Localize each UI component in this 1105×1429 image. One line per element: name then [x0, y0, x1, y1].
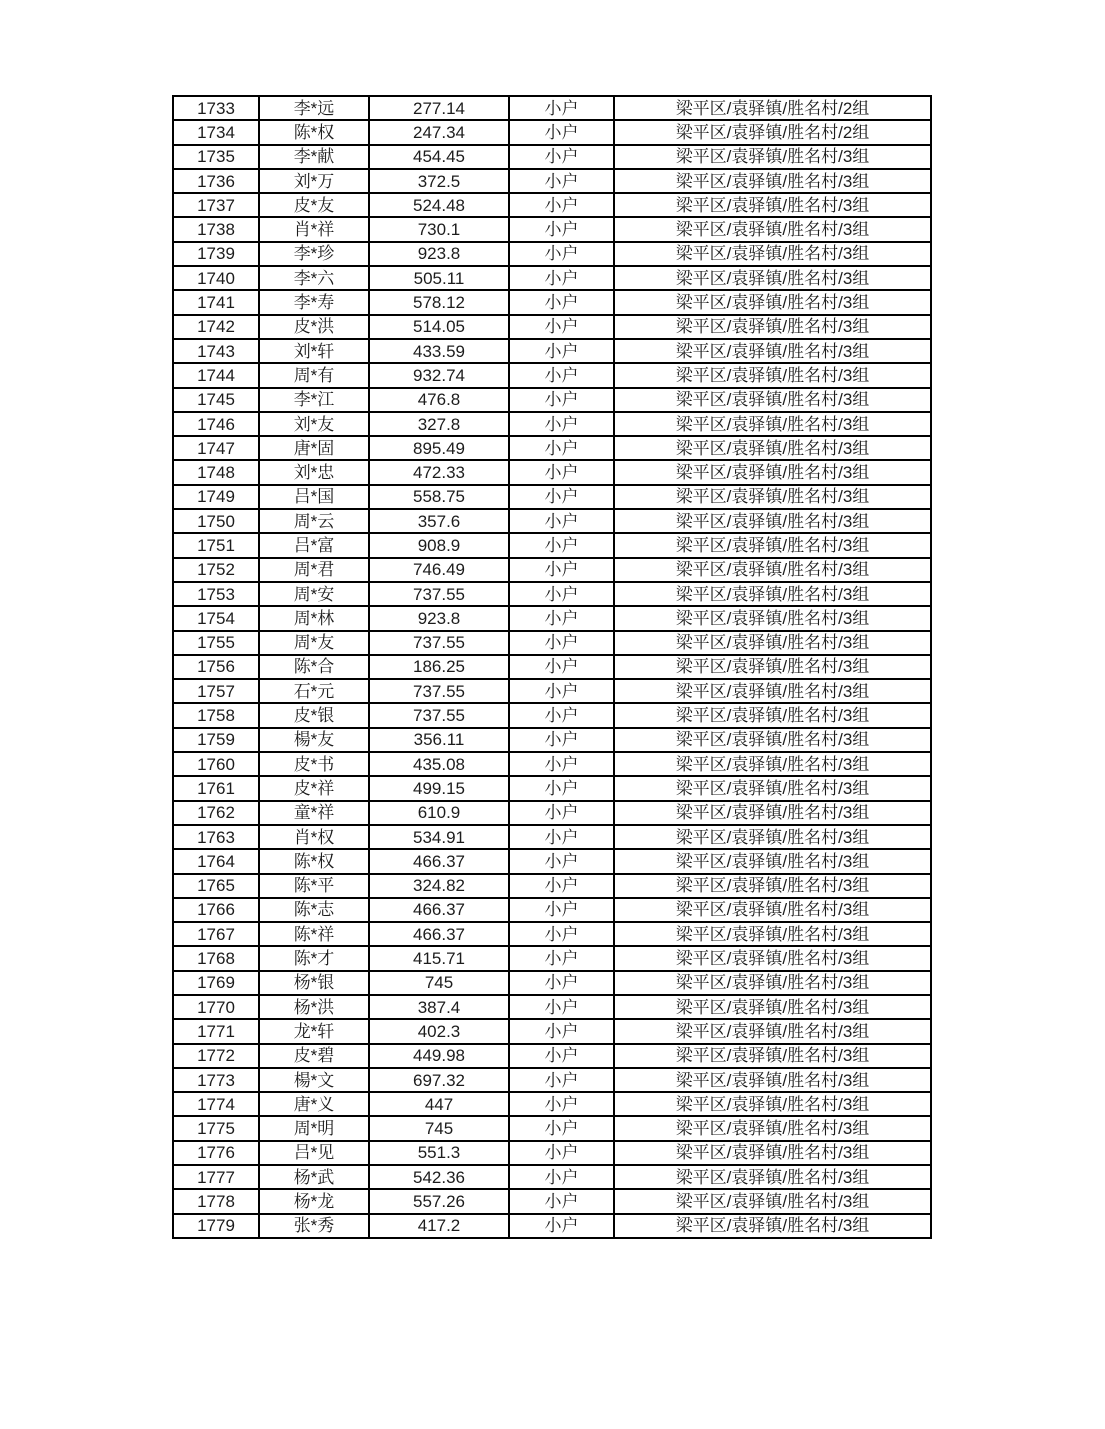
cell-value: 557.26	[369, 1189, 509, 1213]
cell-name: 龙*轩	[259, 1019, 369, 1043]
cell-value: 476.8	[369, 388, 509, 412]
table-row	[173, 1116, 931, 1140]
cell-name: 皮*洪	[259, 315, 369, 339]
cell-id: 1741	[173, 290, 259, 314]
cell-location: 梁平区/袁驿镇/胜名村/3组	[614, 679, 931, 703]
cell-location: 梁平区/袁驿镇/胜名村/3组	[614, 266, 931, 290]
cell-type: 小户	[509, 339, 614, 363]
cell-location: 梁平区/袁驿镇/胜名村/3组	[614, 606, 931, 630]
cell-type: 小户	[509, 874, 614, 898]
table-row	[173, 169, 931, 193]
table-row	[173, 582, 931, 606]
cell-type: 小户	[509, 96, 614, 120]
cell-location: 梁平区/袁驿镇/胜名村/3组	[614, 703, 931, 727]
cell-id: 1772	[173, 1044, 259, 1068]
cell-name: 陈*平	[259, 874, 369, 898]
table-row	[173, 1189, 931, 1213]
cell-type: 小户	[509, 971, 614, 995]
cell-id: 1736	[173, 169, 259, 193]
cell-value: 542.36	[369, 1165, 509, 1189]
cell-name: 石*元	[259, 679, 369, 703]
cell-id: 1751	[173, 533, 259, 557]
cell-type: 小户	[509, 1141, 614, 1165]
table-row	[173, 728, 931, 752]
cell-id: 1778	[173, 1189, 259, 1213]
cell-name: 刘*友	[259, 412, 369, 436]
cell-name: 李*六	[259, 266, 369, 290]
cell-name: 肖*祥	[259, 217, 369, 241]
cell-id: 1738	[173, 217, 259, 241]
cell-name: 皮*祥	[259, 776, 369, 800]
table-row	[173, 509, 931, 533]
cell-name: 楊*文	[259, 1068, 369, 1092]
cell-name: 陈*合	[259, 655, 369, 679]
table-row	[173, 898, 931, 922]
cell-value: 402.3	[369, 1019, 509, 1043]
cell-type: 小户	[509, 1214, 614, 1238]
cell-id: 1748	[173, 460, 259, 484]
cell-id: 1771	[173, 1019, 259, 1043]
cell-name: 皮*书	[259, 752, 369, 776]
table-row	[173, 1092, 931, 1116]
table-row	[173, 217, 931, 241]
cell-id: 1765	[173, 874, 259, 898]
cell-value: 895.49	[369, 436, 509, 460]
cell-id: 1735	[173, 145, 259, 169]
cell-type: 小户	[509, 169, 614, 193]
cell-id: 1740	[173, 266, 259, 290]
cell-name: 陈*志	[259, 898, 369, 922]
cell-value: 324.82	[369, 874, 509, 898]
table-row	[173, 558, 931, 582]
cell-id: 1775	[173, 1116, 259, 1140]
table-row	[173, 290, 931, 314]
cell-type: 小户	[509, 703, 614, 727]
cell-name: 周*林	[259, 606, 369, 630]
cell-value: 472.33	[369, 460, 509, 484]
cell-name: 李*珍	[259, 242, 369, 266]
cell-location: 梁平区/袁驿镇/胜名村/3组	[614, 412, 931, 436]
cell-type: 小户	[509, 460, 614, 484]
table-row	[173, 1068, 931, 1092]
cell-location: 梁平区/袁驿镇/胜名村/3组	[614, 169, 931, 193]
cell-location: 梁平区/袁驿镇/胜名村/3组	[614, 849, 931, 873]
cell-id: 1776	[173, 1141, 259, 1165]
cell-value: 923.8	[369, 242, 509, 266]
cell-name: 李*献	[259, 145, 369, 169]
cell-value: 923.8	[369, 606, 509, 630]
cell-name: 周*有	[259, 363, 369, 387]
table-row	[173, 971, 931, 995]
cell-value: 247.34	[369, 120, 509, 144]
cell-location: 梁平区/袁驿镇/胜名村/3组	[614, 898, 931, 922]
cell-type: 小户	[509, 801, 614, 825]
cell-id: 1745	[173, 388, 259, 412]
cell-name: 刘*轩	[259, 339, 369, 363]
cell-type: 小户	[509, 266, 614, 290]
cell-value: 746.49	[369, 558, 509, 582]
cell-location: 梁平区/袁驿镇/胜名村/3组	[614, 995, 931, 1019]
cell-value: 357.6	[369, 509, 509, 533]
cell-value: 745	[369, 1116, 509, 1140]
cell-id: 1767	[173, 922, 259, 946]
cell-id: 1760	[173, 752, 259, 776]
table-row	[173, 315, 931, 339]
cell-name: 杨*洪	[259, 995, 369, 1019]
cell-value: 908.9	[369, 533, 509, 557]
cell-type: 小户	[509, 679, 614, 703]
cell-value: 447	[369, 1092, 509, 1116]
cell-id: 1777	[173, 1165, 259, 1189]
cell-location: 梁平区/袁驿镇/胜名村/3组	[614, 1116, 931, 1140]
cell-name: 吕*见	[259, 1141, 369, 1165]
records-table-body	[173, 96, 931, 1238]
cell-type: 小户	[509, 242, 614, 266]
cell-value: 433.59	[369, 339, 509, 363]
cell-type: 小户	[509, 558, 614, 582]
cell-id: 1733	[173, 96, 259, 120]
cell-type: 小户	[509, 1189, 614, 1213]
cell-location: 梁平区/袁驿镇/胜名村/3组	[614, 388, 931, 412]
cell-id: 1761	[173, 776, 259, 800]
cell-type: 小户	[509, 485, 614, 509]
cell-value: 737.55	[369, 679, 509, 703]
table-row	[173, 1019, 931, 1043]
cell-location: 梁平区/袁驿镇/胜名村/3组	[614, 1189, 931, 1213]
cell-id: 1737	[173, 193, 259, 217]
cell-location: 梁平区/袁驿镇/胜名村/2组	[614, 96, 931, 120]
cell-location: 梁平区/袁驿镇/胜名村/3组	[614, 145, 931, 169]
cell-location: 梁平区/袁驿镇/胜名村/3组	[614, 1141, 931, 1165]
cell-type: 小户	[509, 655, 614, 679]
cell-type: 小户	[509, 436, 614, 460]
cell-value: 730.1	[369, 217, 509, 241]
cell-name: 周*明	[259, 1116, 369, 1140]
cell-value: 610.9	[369, 801, 509, 825]
cell-id: 1779	[173, 1214, 259, 1238]
cell-type: 小户	[509, 1044, 614, 1068]
cell-type: 小户	[509, 1165, 614, 1189]
cell-name: 楊*友	[259, 728, 369, 752]
cell-value: 415.71	[369, 946, 509, 970]
cell-value: 932.74	[369, 363, 509, 387]
table-row	[173, 120, 931, 144]
cell-name: 吕*国	[259, 485, 369, 509]
table-row	[173, 801, 931, 825]
cell-name: 肖*权	[259, 825, 369, 849]
cell-name: 吕*富	[259, 533, 369, 557]
cell-value: 558.75	[369, 485, 509, 509]
cell-id: 1746	[173, 412, 259, 436]
cell-id: 1734	[173, 120, 259, 144]
cell-value: 435.08	[369, 752, 509, 776]
cell-value: 514.05	[369, 315, 509, 339]
cell-value: 356.11	[369, 728, 509, 752]
cell-value: 737.55	[369, 582, 509, 606]
cell-id: 1752	[173, 558, 259, 582]
cell-name: 周*云	[259, 509, 369, 533]
cell-id: 1766	[173, 898, 259, 922]
cell-name: 李*江	[259, 388, 369, 412]
cell-location: 梁平区/袁驿镇/胜名村/3组	[614, 655, 931, 679]
table-row	[173, 849, 931, 873]
table-row	[173, 96, 931, 120]
cell-value: 737.55	[369, 703, 509, 727]
table-row	[173, 485, 931, 509]
cell-value: 534.91	[369, 825, 509, 849]
cell-value: 186.25	[369, 655, 509, 679]
cell-type: 小户	[509, 995, 614, 1019]
cell-location: 梁平区/袁驿镇/胜名村/3组	[614, 946, 931, 970]
cell-id: 1750	[173, 509, 259, 533]
cell-type: 小户	[509, 217, 614, 241]
cell-location: 梁平区/袁驿镇/胜名村/3组	[614, 1019, 931, 1043]
cell-id: 1763	[173, 825, 259, 849]
cell-type: 小户	[509, 145, 614, 169]
cell-location: 梁平区/袁驿镇/胜名村/3组	[614, 631, 931, 655]
cell-location: 梁平区/袁驿镇/胜名村/3组	[614, 290, 931, 314]
table-row	[173, 874, 931, 898]
cell-location: 梁平区/袁驿镇/胜名村/3组	[614, 485, 931, 509]
cell-id: 1744	[173, 363, 259, 387]
cell-location: 梁平区/袁驿镇/胜名村/3组	[614, 1092, 931, 1116]
table-row	[173, 825, 931, 849]
cell-value: 737.55	[369, 631, 509, 655]
cell-value: 387.4	[369, 995, 509, 1019]
cell-name: 杨*龙	[259, 1189, 369, 1213]
cell-value: 372.5	[369, 169, 509, 193]
cell-type: 小户	[509, 1019, 614, 1043]
cell-name: 皮*银	[259, 703, 369, 727]
table-row	[173, 922, 931, 946]
cell-id: 1739	[173, 242, 259, 266]
cell-type: 小户	[509, 752, 614, 776]
cell-name: 李*远	[259, 96, 369, 120]
cell-id: 1755	[173, 631, 259, 655]
cell-type: 小户	[509, 946, 614, 970]
cell-name: 周*君	[259, 558, 369, 582]
cell-value: 524.48	[369, 193, 509, 217]
cell-id: 1764	[173, 849, 259, 873]
cell-location: 梁平区/袁驿镇/胜名村/3组	[614, 922, 931, 946]
table-row	[173, 946, 931, 970]
cell-name: 童*祥	[259, 801, 369, 825]
cell-type: 小户	[509, 1116, 614, 1140]
cell-name: 杨*银	[259, 971, 369, 995]
records-table	[172, 95, 932, 1239]
table-row	[173, 995, 931, 1019]
cell-value: 466.37	[369, 849, 509, 873]
cell-value: 327.8	[369, 412, 509, 436]
cell-location: 梁平区/袁驿镇/胜名村/3组	[614, 242, 931, 266]
table-row	[173, 193, 931, 217]
table-row	[173, 266, 931, 290]
cell-location: 梁平区/袁驿镇/胜名村/3组	[614, 558, 931, 582]
cell-location: 梁平区/袁驿镇/胜名村/3组	[614, 752, 931, 776]
cell-location: 梁平区/袁驿镇/胜名村/3组	[614, 460, 931, 484]
cell-type: 小户	[509, 193, 614, 217]
cell-id: 1773	[173, 1068, 259, 1092]
cell-value: 417.2	[369, 1214, 509, 1238]
cell-type: 小户	[509, 582, 614, 606]
table-row	[173, 679, 931, 703]
cell-name: 皮*碧	[259, 1044, 369, 1068]
table-row	[173, 1214, 931, 1238]
cell-location: 梁平区/袁驿镇/胜名村/3组	[614, 582, 931, 606]
table-row	[173, 339, 931, 363]
cell-location: 梁平区/袁驿镇/胜名村/3组	[614, 1044, 931, 1068]
cell-type: 小户	[509, 533, 614, 557]
cell-type: 小户	[509, 631, 614, 655]
cell-value: 454.45	[369, 145, 509, 169]
table-row	[173, 145, 931, 169]
cell-type: 小户	[509, 922, 614, 946]
cell-location: 梁平区/袁驿镇/胜名村/3组	[614, 363, 931, 387]
cell-location: 梁平区/袁驿镇/胜名村/3组	[614, 825, 931, 849]
cell-type: 小户	[509, 388, 614, 412]
cell-type: 小户	[509, 728, 614, 752]
table-row	[173, 533, 931, 557]
cell-location: 梁平区/袁驿镇/胜名村/3组	[614, 193, 931, 217]
cell-id: 1762	[173, 801, 259, 825]
cell-location: 梁平区/袁驿镇/胜名村/3组	[614, 801, 931, 825]
cell-location: 梁平区/袁驿镇/胜名村/2组	[614, 120, 931, 144]
cell-id: 1743	[173, 339, 259, 363]
cell-id: 1757	[173, 679, 259, 703]
cell-name: 唐*义	[259, 1092, 369, 1116]
table-row	[173, 363, 931, 387]
cell-name: 陈*才	[259, 946, 369, 970]
table-row	[173, 703, 931, 727]
cell-id: 1769	[173, 971, 259, 995]
cell-name: 李*寿	[259, 290, 369, 314]
cell-name: 陈*权	[259, 849, 369, 873]
cell-type: 小户	[509, 412, 614, 436]
table-row	[173, 1141, 931, 1165]
cell-type: 小户	[509, 825, 614, 849]
cell-id: 1758	[173, 703, 259, 727]
cell-id: 1742	[173, 315, 259, 339]
cell-name: 陈*权	[259, 120, 369, 144]
table-row	[173, 460, 931, 484]
cell-location: 梁平区/袁驿镇/胜名村/3组	[614, 971, 931, 995]
cell-name: 刘*万	[259, 169, 369, 193]
cell-location: 梁平区/袁驿镇/胜名村/3组	[614, 339, 931, 363]
cell-location: 梁平区/袁驿镇/胜名村/3组	[614, 776, 931, 800]
cell-location: 梁平区/袁驿镇/胜名村/3组	[614, 315, 931, 339]
cell-id: 1774	[173, 1092, 259, 1116]
cell-id: 1770	[173, 995, 259, 1019]
cell-id: 1749	[173, 485, 259, 509]
cell-type: 小户	[509, 120, 614, 144]
cell-location: 梁平区/袁驿镇/胜名村/3组	[614, 1214, 931, 1238]
table-row	[173, 388, 931, 412]
cell-value: 578.12	[369, 290, 509, 314]
cell-id: 1754	[173, 606, 259, 630]
table-row	[173, 242, 931, 266]
cell-type: 小户	[509, 315, 614, 339]
cell-type: 小户	[509, 1092, 614, 1116]
cell-value: 745	[369, 971, 509, 995]
table-row	[173, 752, 931, 776]
cell-location: 梁平区/袁驿镇/胜名村/3组	[614, 1068, 931, 1092]
cell-type: 小户	[509, 1068, 614, 1092]
cell-name: 张*秀	[259, 1214, 369, 1238]
cell-id: 1768	[173, 946, 259, 970]
cell-id: 1756	[173, 655, 259, 679]
cell-name: 刘*忠	[259, 460, 369, 484]
table-row	[173, 631, 931, 655]
table-row	[173, 1165, 931, 1189]
cell-id: 1747	[173, 436, 259, 460]
cell-type: 小户	[509, 606, 614, 630]
cell-type: 小户	[509, 849, 614, 873]
cell-name: 周*友	[259, 631, 369, 655]
cell-name: 周*安	[259, 582, 369, 606]
cell-location: 梁平区/袁驿镇/胜名村/3组	[614, 1165, 931, 1189]
cell-location: 梁平区/袁驿镇/胜名村/3组	[614, 217, 931, 241]
cell-type: 小户	[509, 509, 614, 533]
cell-name: 陈*祥	[259, 922, 369, 946]
cell-value: 499.15	[369, 776, 509, 800]
cell-name: 杨*武	[259, 1165, 369, 1189]
cell-location: 梁平区/袁驿镇/胜名村/3组	[614, 533, 931, 557]
cell-location: 梁平区/袁驿镇/胜名村/3组	[614, 509, 931, 533]
cell-value: 466.37	[369, 898, 509, 922]
cell-value: 697.32	[369, 1068, 509, 1092]
table-row	[173, 1044, 931, 1068]
cell-value: 449.98	[369, 1044, 509, 1068]
cell-id: 1759	[173, 728, 259, 752]
table-row	[173, 606, 931, 630]
cell-value: 466.37	[369, 922, 509, 946]
cell-location: 梁平区/袁驿镇/胜名村/3组	[614, 436, 931, 460]
table-row	[173, 412, 931, 436]
cell-type: 小户	[509, 290, 614, 314]
cell-value: 277.14	[369, 96, 509, 120]
cell-value: 505.11	[369, 266, 509, 290]
cell-location: 梁平区/袁驿镇/胜名村/3组	[614, 728, 931, 752]
cell-location: 梁平区/袁驿镇/胜名村/3组	[614, 874, 931, 898]
table-row	[173, 436, 931, 460]
cell-name: 唐*固	[259, 436, 369, 460]
cell-id: 1753	[173, 582, 259, 606]
table-row	[173, 655, 931, 679]
table-row	[173, 776, 931, 800]
cell-type: 小户	[509, 363, 614, 387]
cell-type: 小户	[509, 898, 614, 922]
cell-type: 小户	[509, 776, 614, 800]
cell-value: 551.3	[369, 1141, 509, 1165]
cell-name: 皮*友	[259, 193, 369, 217]
